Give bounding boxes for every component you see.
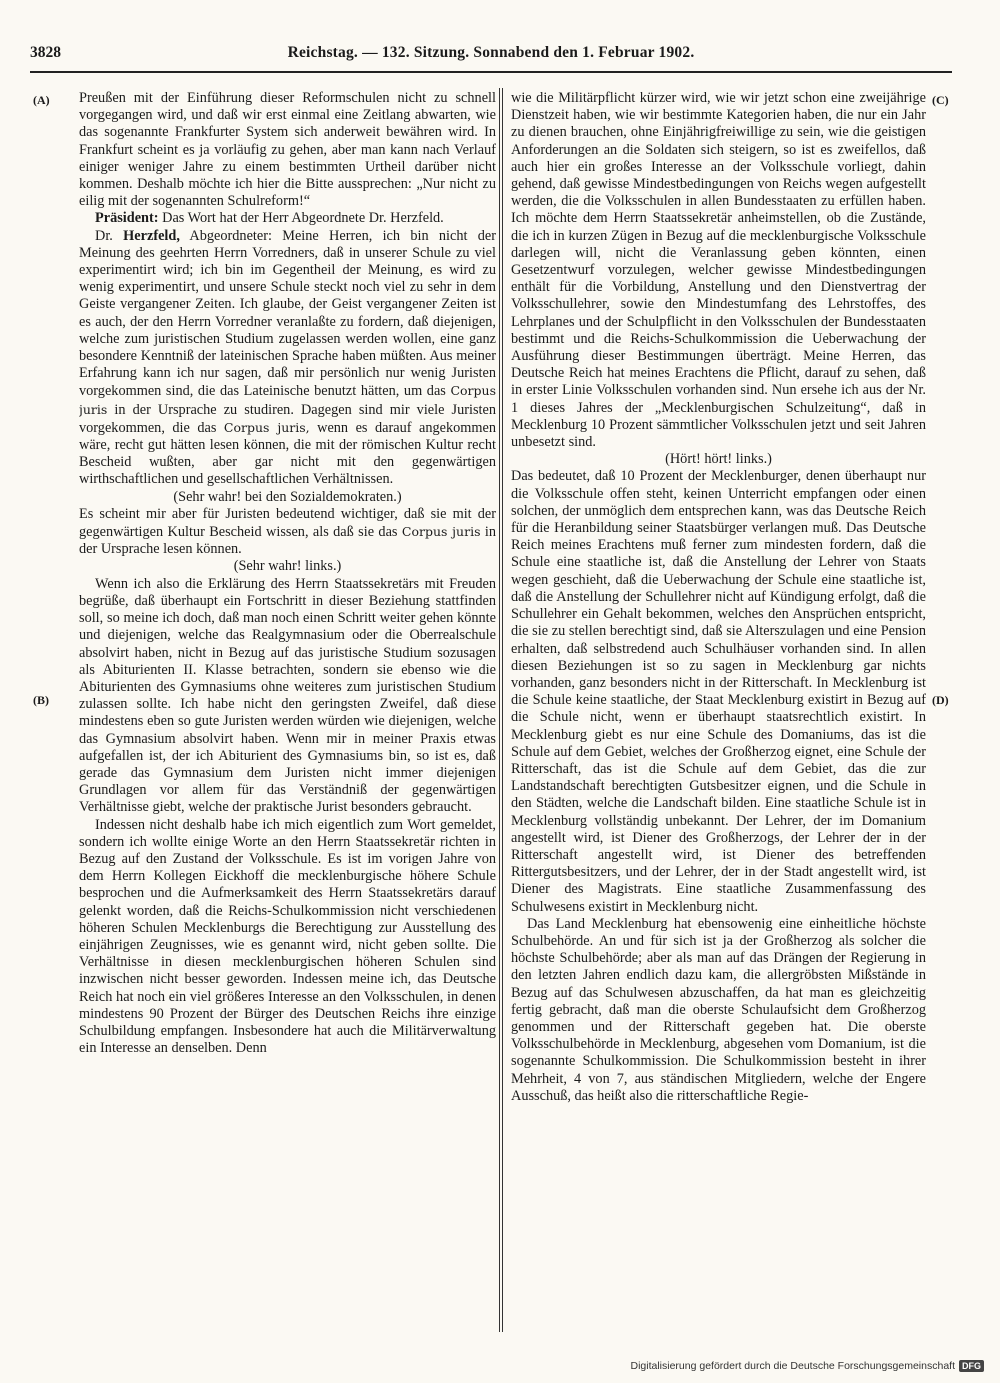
speech-text: Abgeordneter: Meine Herren, ich bin nicht der Meinung des geehrten Herrn Vorredners, daß in unserer Schule zu viel experimentirt wird; ich bin im Gegentheil der Meinung, es wird zu wenig experimentirt, und unsere Schule steckt noch viel zu sehr in dem Geiste vergangener Zeiten. Ich glaube, der Geist vergangener Zeiten ist es auch, der den Herrn Vorredner veranlaßte zu fordern, daß diejenigen, welche zum juristischen Studium zugelassen werden wollen, eine ganz besondere Kenntniß der lateinischen Sprache haben müßten. Aus meiner Erfahrung kann ich nur sagen, daß mir persönlich nur wenig Juristen vorgekommen sind, die das Lateinische benutzt hätten, um das <box>79 227 496 400</box>
column-divider <box>499 88 500 1332</box>
page-header <box>30 44 952 70</box>
left-column <box>79 90 496 1332</box>
paragraph: Wenn ich also die Erklärung des Herrn Staatssekretärs mit Freuden begrüße, daß überhaupt ein Fortschritt in dieser Beziehung stattfinden soll, so meine ich doch, daß man noch einen Schritt weiter gehen könnte und diejenigen, welche das Realgymnasium oder die Oberrealschule absolvirt haben, nicht in Bezug auf das juristische Studium sozusagen als Abiturienten II. Klasse betrachten, sondern sie ebenso wie die Abiturienten des Gymnasiums ohne weiteres zum juristischen Studium zulassen sollte. Ich habe nicht den geringsten Zweifel, daß diese mindestens eben so gute Juristen werden würden wie diejenigen, welche das Gymnasium absolvirt haben. Wenn mir in meiner Praxis etwas aufgefallen ist, der ich Abiturient des Gymnasiums bin, so ist es, daß gerade das Gymnasium dem Juristen nicht immer diejenigen Grundlagen vor allem für das Verständniß der gegenwärtigen Verhältnisse giebt, welche der praktische Jurist besonders gebraucht. <box>79 575 496 816</box>
paragraph: wie die Militärpflicht kürzer wird, wie wir jetzt schon eine zweijährige Dienstzeit haben, wie wir bestimmte Kategorien haben, die nur ein Jahr zu dienen brauchen, ohne Einjährigfreiwillige zu sein, wie die geistigen Anforderungen an die Soldaten sich steigern, so ist es zweifellos, daß auch hier ein großes Interesse an der Volksschule vorliegt, dahin gehend, daß gewisse Mindestbedingungen von Reichs wegen aufgestellt werden, die die Volksschulen in allen Bundesstaaten zu erfüllen haben. Ich möchte dem Herrn Staatssekretär anheimstellen, ob die Zustände, die ich in kurzen Zügen in Bezug auf die mecklenburgische Volksschule darlegen will, nicht die Veranlassung geben könnten, einen Gesetzentwurf vorzulegen, welcher gewisse Mindestbedingungen enthält für die Vorbildung, Anstellung und den Dienstvertrag der Volksschullehrer, sowie den Mindestumfang des Lehrstoffes, des Lehrplanes und der Schulpflicht in den Volksschulen der Bundesstaaten bestimmt und die Reichs-Schulkommission die Ueberwachung der Ausführung dieser Bestimmungen überträgt. Meine Herren, das Deutsche Reich hat meines Erachtens die Pflicht, darauf zu sehen, daß in erster Linie Volksschulen vorhanden sind. Nun ersehe ich aus der Nr. 1 dieses Jahres der „Mecklenburgischen Schulzeitung“, daß in Mecklenburg 10 Prozent sämmtlicher Volksschulen jetzt und seit Jahren unbesetzt sind. <box>511 90 926 451</box>
margin-marker-d: (D) <box>932 693 949 707</box>
latin-term: Corpus juris, <box>223 419 310 435</box>
page-title: Reichstag. — 132. Sitzung. Sonnabend den 1. Februar 1902. <box>287 44 695 61</box>
speaker-name: Präsident: <box>95 210 159 227</box>
margin-marker-b: (B) <box>33 693 49 707</box>
page-number: 3828 <box>30 44 61 61</box>
speech-text: Das Wort hat der Herr Abgeordnete Dr. Herzfeld. <box>158 210 444 227</box>
paragraph: Das bedeutet, daß 10 Prozent der Mecklenburger, denen überhaupt nur die Volksschule offen steht, keinen Unterricht empfangen oder einen solchen, der unmöglich dem entsprechen kann, was das Deutsche Reich für die Heranbildung seiner Staatsbürger verlangen muß. Das Deutsche Reich meines Erachtens muß ferner zum mindesten fordern, daß die Schule eine staatliche ist, daß die Anstellung der Lehrer von Staats wegen geschieht, daß die Ueberwachung der Schule eine staatliche ist, daß die Anstellung der Schullehrer nicht auf Kündigung erfolgt, daß die Schullehrer ein Gehalt bekommen, welches den Ansprüchen entspricht, die sie zu stellen berechtigt sind, daß sie Alterszulagen und eine Pension erhalten, daß selbstredend auch Schulhäuser vorhanden sind. In allen diesen Beziehungen ist so zu sagen in Mecklenburg gar nichts vorhanden, ganz besonders nicht in der Ritterschaft. In Mecklenburg ist die Schule keine staatliche, der Staat Mecklenburg existirt in Bezug auf die Schule nicht, wenn er überhaupt staatsrechtlich existirt. In Mecklenburg giebt es nur eine Schule des Domaniums, das ist die Schule auf dem Gebiet, welches der Großherzog eignet, eine Schule der Ritterschaft, das ist die Schule auf dem Gebiet, das die zur Landstandschaft berechtigten Gutsbesitzer eignen, und die Schule in den Städten, welche die Landschaft bilden. Eine staatliche Schule ist in Mecklenburg vollständig unbekannt. Der Lehrer, der im Domanium angestellt wird, ist Diener des Großherzogs, der Lehrer der in der Ritterschaft angestellt wird, ist Diener des betreffenden Rittergutsbesitzers, und der Lehrer, der in der Stadt angestellt wird, ist Diener des Magistrats. Eine staatliche Zusammenfassung des Schulwesens existirt in Mecklenburg nicht. <box>511 468 926 915</box>
latin-term: Corpus juris <box>79 383 496 417</box>
interjection: (Sehr wahr! links.) <box>233 558 342 575</box>
latin-term: Corpus juris <box>401 524 481 540</box>
header-rule <box>30 71 952 73</box>
speaker-name: Herzfeld, <box>123 227 180 244</box>
interjection: (Sehr wahr! bei den Sozialdemokraten.) <box>173 488 402 505</box>
paragraph <box>79 506 496 559</box>
interjection: (Hört! hört! links.) <box>665 451 772 468</box>
speech-text: in der Ursprache lesen können. <box>79 524 496 558</box>
margin-marker-c: (C) <box>932 93 949 107</box>
paragraph: Preußen mit der Einführung dieser Reformschulen nicht zu schnell vorgegangen wird, und daß wir erst einmal eine Zeitlang abwarten, wie das sogenannte Frankfurter System sich anderweit bewähren wird. In Frankfurt scheint es ja vorläufig zu gehen, aber man kann nach Verlauf einiger weniger Jahre zu einem bestimmten Urtheil darüber nicht kommen. Deshalb möchte ich hier die Bitte aussprechen: „Nur nicht zu eilig mit der sogenannten Schulreform!“ <box>79 90 496 210</box>
right-column <box>511 90 926 1332</box>
speaker-title: Dr. <box>95 227 124 244</box>
dfg-logo-icon: DFG <box>959 1360 984 1372</box>
digitization-credit <box>630 1360 984 1372</box>
paragraph: Das Land Mecklenburg hat ebensowenig eine einheitliche höchste Schulbehörde. An und für sich ist ja der Großherzog als solcher die höchste Schulbehörde; aber als man auf das Drängen der Regierung in den letzten Jahren endlich dazu kam, die allergröbsten Mißstände in Bezug auf das Schulwesen abzuschaffen, da hat man es gleichzeitig fertig gebracht, daß man die oberste Schulaufsicht dem Großherzog genommen und der Ritterschaft gegeben hat. Die oberste Volksschulbehörde in Mecklenburg, abgesehen vom Domanium, ist die sogenannte Schulkommission. Die Schulkommission besteht in ihrer Mehrheit, 4 von 7, aus ständischen Mitgliedern, welche der Engere Ausschuß, das heißt also die ritterschaftliche Regie- <box>511 915 926 1104</box>
speech-text: wenn es darauf angekommen wäre, recht gut hätten lesen können, die mit der römischen Kultur recht Bescheid wußten, aber gar nicht mit den gegenwärtigen wirthschaftlichen und gesellschaftlichen Verhältnissen. <box>79 419 496 488</box>
paragraph: Indessen nicht deshalb habe ich mich eigentlich zum Wort gemeldet, sondern ich wollte einige Worte an den Herrn Staatssekretär richten in Bezug auf den Zustand der Volksschule. Es ist im vorigen Jahre von dem Herrn Kollegen Eickhoff die mecklenburgische höhere Schule besprochen und die Aufmerksamkeit des Herrn Staatssekretärs darauf gelenkt worden, daß die Reichs-Schulkommission nicht verschiedenen höheren Schulen Mecklenburgs die Berechtigung zur Ausstellung des einjährigen Zeugnisses, wie es genannt wird, nicht geben sollte. Die Verhältnisse in diesen mecklenburgischen höheren Schulen sind inzwischen nicht besser geworden. Indessen meine ich, das Deutsche Reich hat noch ein viel größeres Interesse an den Volksschulen, in denen mindestens 90 Prozent der Bürger des Deutschen Reichs ihre einzige Schulbildung empfangen. Insbesondere hat auch die Militärverwaltung ein Interesse an denselben. Denn <box>79 816 496 1057</box>
column-divider-inner <box>502 88 503 1332</box>
speech-text: Es scheint mir aber für Juristen bedeutend wichtiger, daß sie mit der gegenwärtigen Kultur Bescheid wissen, als daß sie das <box>79 505 496 541</box>
paragraph-herzfeld <box>79 228 496 489</box>
speech-text: in der Ursprache zu studiren. Dagegen sind mir viele Juristen vorgekommen, die das <box>79 401 496 436</box>
paragraph-president <box>79 210 496 227</box>
margin-marker-a: (A) <box>33 93 50 107</box>
footer-text: Digitalisierung gefördert durch die Deutsche Forschungsgemeinschaft <box>630 1360 955 1372</box>
